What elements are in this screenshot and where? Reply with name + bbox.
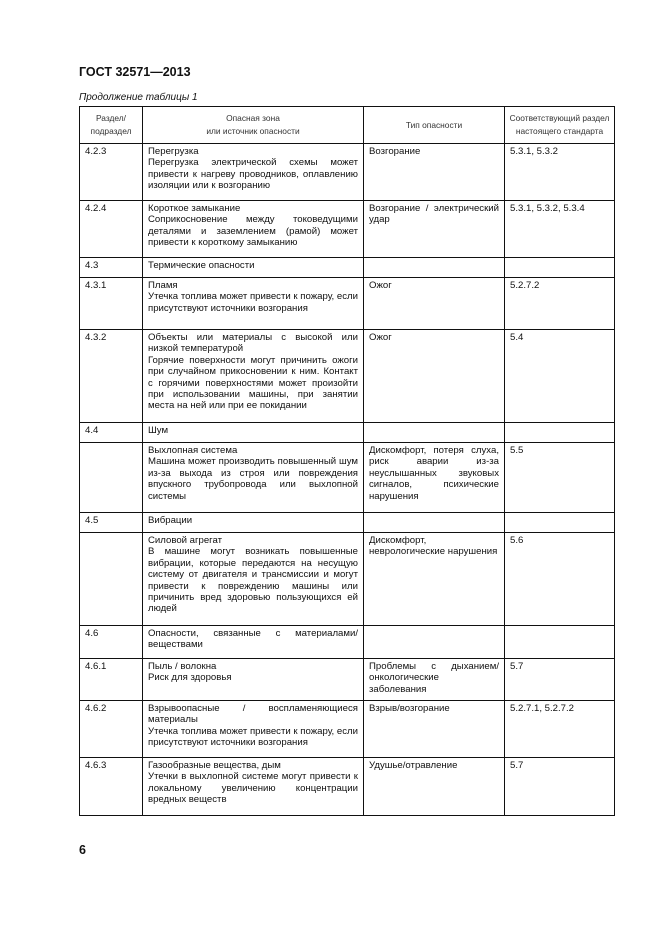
hazard-type-cell: Ожог (364, 330, 505, 423)
hazard-zone-cell (143, 258, 364, 278)
hazard-zone-cell (143, 144, 364, 201)
table-row (80, 144, 615, 201)
section-number-cell: 4.2.4 (80, 201, 143, 258)
hazard-title: Взрывоопасные / воспламеняющиеся материалы (148, 703, 358, 726)
table-row (80, 513, 615, 533)
table-body (80, 144, 615, 816)
hazard-type-cell: Проблемы с дыханием/ онкологические заболевания (364, 659, 505, 701)
section-number-cell (80, 533, 143, 626)
standard-section-cell (505, 258, 615, 278)
header-standard-section: Соответствующий раздел настоящего стандарта (505, 107, 615, 144)
standard-section-cell: 5.4 (505, 330, 615, 423)
header-hazard-zone: Опасная зона или источник опасности (143, 107, 364, 144)
section-number-cell: 4.4 (80, 423, 143, 443)
hazard-type-cell: Взрыв/возгорание (364, 701, 505, 758)
table-caption: Продолжение таблицы 1 (79, 92, 198, 103)
hazard-title: Перегрузка (148, 146, 199, 157)
hazard-description: В машине могут возникать повышенные вибрации, которые передаются на несущую систему от двигателя и трансмиссии и могут привести к повреждению машины или причинить вред здоровью пользующихся ей людей (148, 546, 358, 615)
section-number-cell: 4.6.1 (80, 659, 143, 701)
hazard-description: Горячие поверхности могут причинить ожоги при случайном прикосновении к ним. Контакт с горячими поверхностями может произойти при использовании машины, при занятии места на ней или при ее покидании (148, 354, 358, 412)
hazard-type-cell: Ожог (364, 278, 505, 330)
hazard-description: Утечка топлива может привести к пожару, если присутствуют источники возгорания (148, 725, 358, 749)
hazard-description: Соприкосновение между токоведущими деталями и заземлением (рамой) может привести к короткому замыканию (148, 214, 358, 249)
standard-section-cell: 5.7 (505, 659, 615, 701)
table-row (80, 533, 615, 626)
document-title: ГОСТ 32571—2013 (79, 65, 191, 79)
section-number-cell: 4.6.2 (80, 701, 143, 758)
hazard-title: Опасности, связанные с материалами/ веществами (148, 628, 358, 651)
table-header-row (80, 107, 615, 144)
standard-section-cell (505, 626, 615, 659)
hazard-title: Выхлопная система (148, 445, 238, 456)
hazard-zone-cell (143, 423, 364, 443)
hazard-type-cell: Дискомфорт, потеря слуха, риск аварии из-за неуслышанных звуковых сигналов, психические нарушения (364, 443, 505, 513)
hazard-description: Утечки в выхлопной системе могут привести к локальному увеличению концентрации вредных веществ (148, 771, 358, 806)
hazard-zone-cell (143, 533, 364, 626)
table-row (80, 258, 615, 278)
hazard-zone-cell (143, 330, 364, 423)
hazard-title: Короткое замыкание (148, 203, 241, 214)
hazard-zone-cell (143, 758, 364, 816)
section-number-cell: 4.5 (80, 513, 143, 533)
header-section: Раздел/ подраздел (80, 107, 143, 144)
section-number-cell: 4.2.3 (80, 144, 143, 201)
hazard-title: Объекты или материалы с высокой или низкой температурой (148, 332, 358, 355)
page-number: 6 (79, 843, 86, 857)
hazard-title: Силовой агрегат (148, 535, 222, 546)
hazard-zone-cell (143, 626, 364, 659)
hazard-type-cell (364, 258, 505, 278)
section-number-cell: 4.3 (80, 258, 143, 278)
hazard-title: Шум (148, 425, 169, 436)
hazard-type-cell: Дискомфорт, неврологические нарушения (364, 533, 505, 626)
hazard-type-cell: Возгорание (364, 144, 505, 201)
table-row (80, 626, 615, 659)
table-row (80, 443, 615, 513)
standard-section-cell: 5.6 (505, 533, 615, 626)
standard-section-cell: 5.3.1, 5.3.2, 5.3.4 (505, 201, 615, 258)
hazard-title: Газообразные вещества, дым (148, 760, 281, 771)
table-row (80, 701, 615, 758)
table-row (80, 659, 615, 701)
hazard-description: Риск для здоровья (148, 672, 232, 684)
standard-section-cell: 5.2.7.1, 5.2.7.2 (505, 701, 615, 758)
hazard-title: Пыль / волокна (148, 661, 217, 672)
hazard-title: Термические опасности (148, 260, 255, 271)
section-number-cell: 4.3.2 (80, 330, 143, 423)
hazard-zone-cell (143, 701, 364, 758)
hazard-type-cell (364, 626, 505, 659)
standard-section-cell: 5.5 (505, 443, 615, 513)
section-number-cell: 4.6 (80, 626, 143, 659)
hazard-description: Утечка топлива может привести к пожару, если присутствуют источники возгорания (148, 291, 358, 314)
header-hazard-type: Тип опасности (364, 107, 505, 144)
standard-section-cell (505, 423, 615, 443)
standard-section-cell: 5.2.7.2 (505, 278, 615, 330)
hazard-zone-cell (143, 443, 364, 513)
hazard-zone-cell (143, 278, 364, 330)
section-number-cell (80, 443, 143, 513)
hazard-description: Перегрузка электрической схемы может привести к нагреву проводников, оплавлению изоляции или к возгоранию (148, 157, 358, 192)
hazard-zone-cell (143, 659, 364, 701)
table-row (80, 330, 615, 423)
standard-section-cell: 5.3.1, 5.3.2 (505, 144, 615, 201)
hazard-description: Машина может производить повышенный шум из-за выхода из строя или повреждения впускного трубопровода или выхлопной системы (148, 456, 358, 502)
section-number-cell: 4.6.3 (80, 758, 143, 816)
section-number-cell: 4.3.1 (80, 278, 143, 330)
hazard-title: Пламя (148, 280, 178, 291)
hazard-title: Вибрации (148, 515, 193, 526)
hazards-table (79, 106, 615, 816)
table-row (80, 201, 615, 258)
hazard-type-cell: Удушье/отравление (364, 758, 505, 816)
standard-section-cell: 5.7 (505, 758, 615, 816)
hazard-type-cell (364, 513, 505, 533)
table-row (80, 423, 615, 443)
table-row (80, 278, 615, 330)
standard-section-cell (505, 513, 615, 533)
hazard-type-cell (364, 423, 505, 443)
hazard-zone-cell (143, 513, 364, 533)
hazard-zone-cell (143, 201, 364, 258)
hazard-type-cell: Возгорание / электрический удар (364, 201, 505, 258)
table-row (80, 758, 615, 816)
